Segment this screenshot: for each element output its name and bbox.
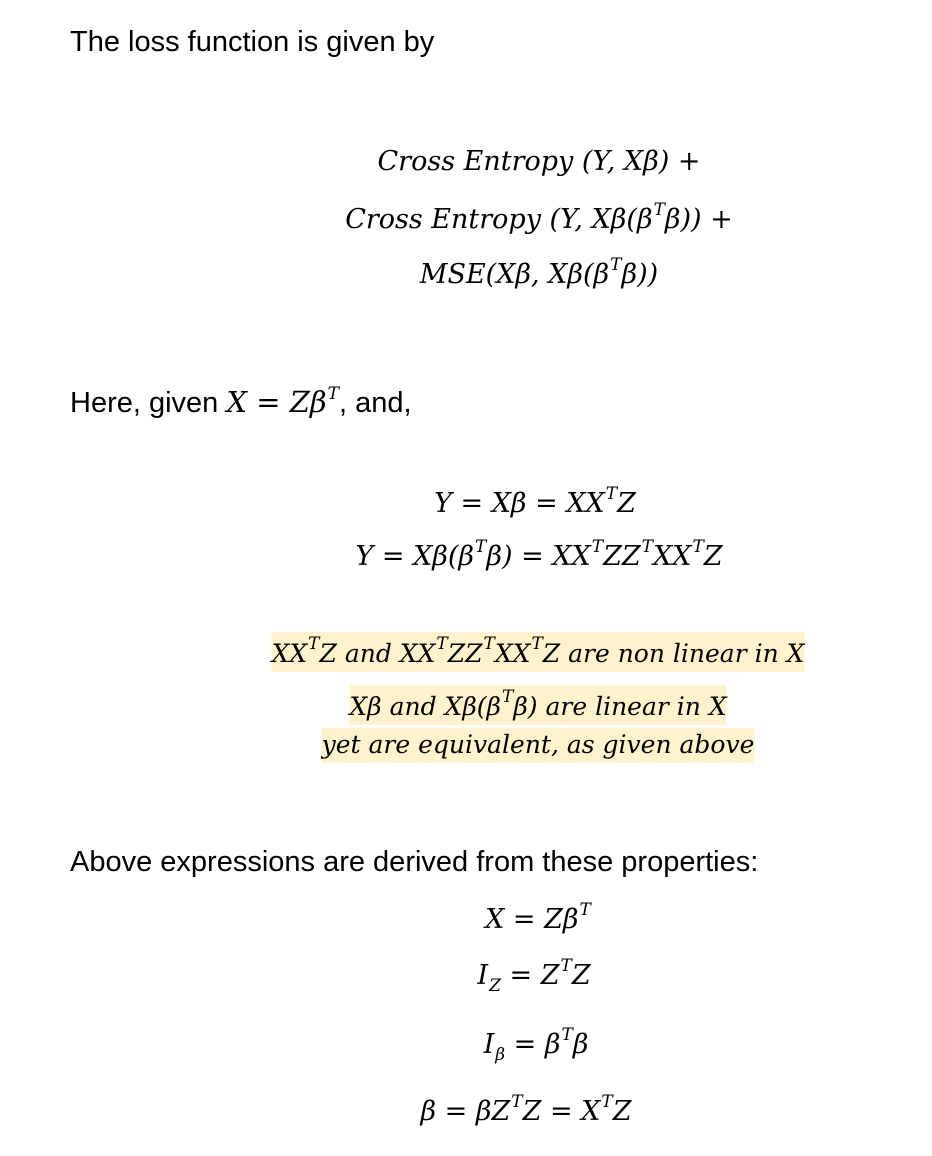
loss-line-3 <box>420 257 658 288</box>
superscript: T <box>475 537 487 557</box>
properties-heading: Above expressions are derived from these properties: <box>70 846 759 878</box>
property-2-part-a: I <box>477 959 489 991</box>
equation-2-part-b: β) = XX <box>486 540 591 572</box>
subscript: Z <box>489 976 501 997</box>
superscript: T <box>531 634 543 654</box>
loss-line-2-part-a: Cross Entropy (Y, Xβ(β <box>345 203 653 235</box>
highlight-line-1-part-d: XX <box>494 638 531 668</box>
equation-1-part-b: Z <box>617 487 636 519</box>
superscript: T <box>561 1025 573 1045</box>
superscript: T <box>692 537 704 557</box>
superscript: T <box>327 384 339 404</box>
property-3-part-c: β <box>572 1028 589 1060</box>
subscript: β <box>495 1045 506 1066</box>
highlight-line-1-part-a: XX <box>271 638 308 668</box>
highlight-line-3: yet are equivalent, as given above <box>322 728 755 763</box>
loss-line-2-part-b: β)) + <box>664 203 733 235</box>
given-suffix: , and, <box>339 386 412 419</box>
property-2-part-c: Z <box>571 959 591 991</box>
property-2-part-b: = Z <box>500 959 560 991</box>
loss-line-2 <box>345 202 733 233</box>
equation-2-part-d: XX <box>652 540 692 572</box>
highlight-line-1-part-b: Z and XX <box>319 638 436 668</box>
superscript: T <box>502 687 514 707</box>
property-4-part-b: Z = X <box>522 1095 601 1127</box>
superscript: T <box>483 634 495 654</box>
property-2 <box>477 958 590 995</box>
highlight-line-1-part-c: ZZ <box>447 638 483 668</box>
loss-line-3-part-a: MSE(Xβ, Xβ(β <box>419 258 610 290</box>
superscript: T <box>601 1092 613 1112</box>
property-1-part-a: X = Zβ <box>485 903 579 935</box>
property-3-part-a: I <box>483 1028 495 1060</box>
property-4 <box>420 1094 631 1125</box>
superscript: T <box>653 200 665 220</box>
given-prefix: Here, given <box>70 386 227 419</box>
superscript: T <box>579 900 591 920</box>
equation-2-part-e: Z <box>703 540 723 572</box>
property-3-part-b: = β <box>505 1028 561 1060</box>
property-3 <box>484 1027 589 1064</box>
intro-text: The loss function is given by <box>70 26 435 58</box>
equation-1 <box>434 486 636 517</box>
equation-2-part-c: ZZ <box>603 540 641 572</box>
superscript: T <box>605 484 618 504</box>
equation-2-part-a: Y = Xβ(β <box>355 540 475 572</box>
highlight-line-2-part-b: β) are linear in X <box>513 691 727 721</box>
highlight-line-2-part-a: Xβ and Xβ(β <box>349 691 501 721</box>
property-1 <box>485 902 591 933</box>
superscript: T <box>610 255 622 275</box>
highlight-line-1-part-e: Z are non linear in X <box>542 638 805 668</box>
equation-2 <box>355 539 722 570</box>
highlight-line-2 <box>349 685 726 725</box>
given-expression <box>226 385 339 419</box>
highlight-line-1 <box>272 632 805 672</box>
superscript: T <box>308 634 320 654</box>
loss-line-1: Cross Entropy (Y, Xβ) + <box>377 146 701 177</box>
superscript: T <box>641 537 653 557</box>
loss-line-3-part-b: β)) <box>621 258 659 290</box>
property-4-part-c: Z <box>612 1095 632 1127</box>
given-line <box>70 386 412 418</box>
equation-1-part-a: Y = Xβ = XX <box>434 487 605 519</box>
superscript: T <box>511 1092 523 1112</box>
superscript: T <box>591 537 604 557</box>
superscript: T <box>436 634 448 654</box>
given-expression-text: X = Zβ <box>226 384 327 419</box>
property-4-part-a: β = βZ <box>420 1095 511 1127</box>
superscript: T <box>560 956 572 976</box>
